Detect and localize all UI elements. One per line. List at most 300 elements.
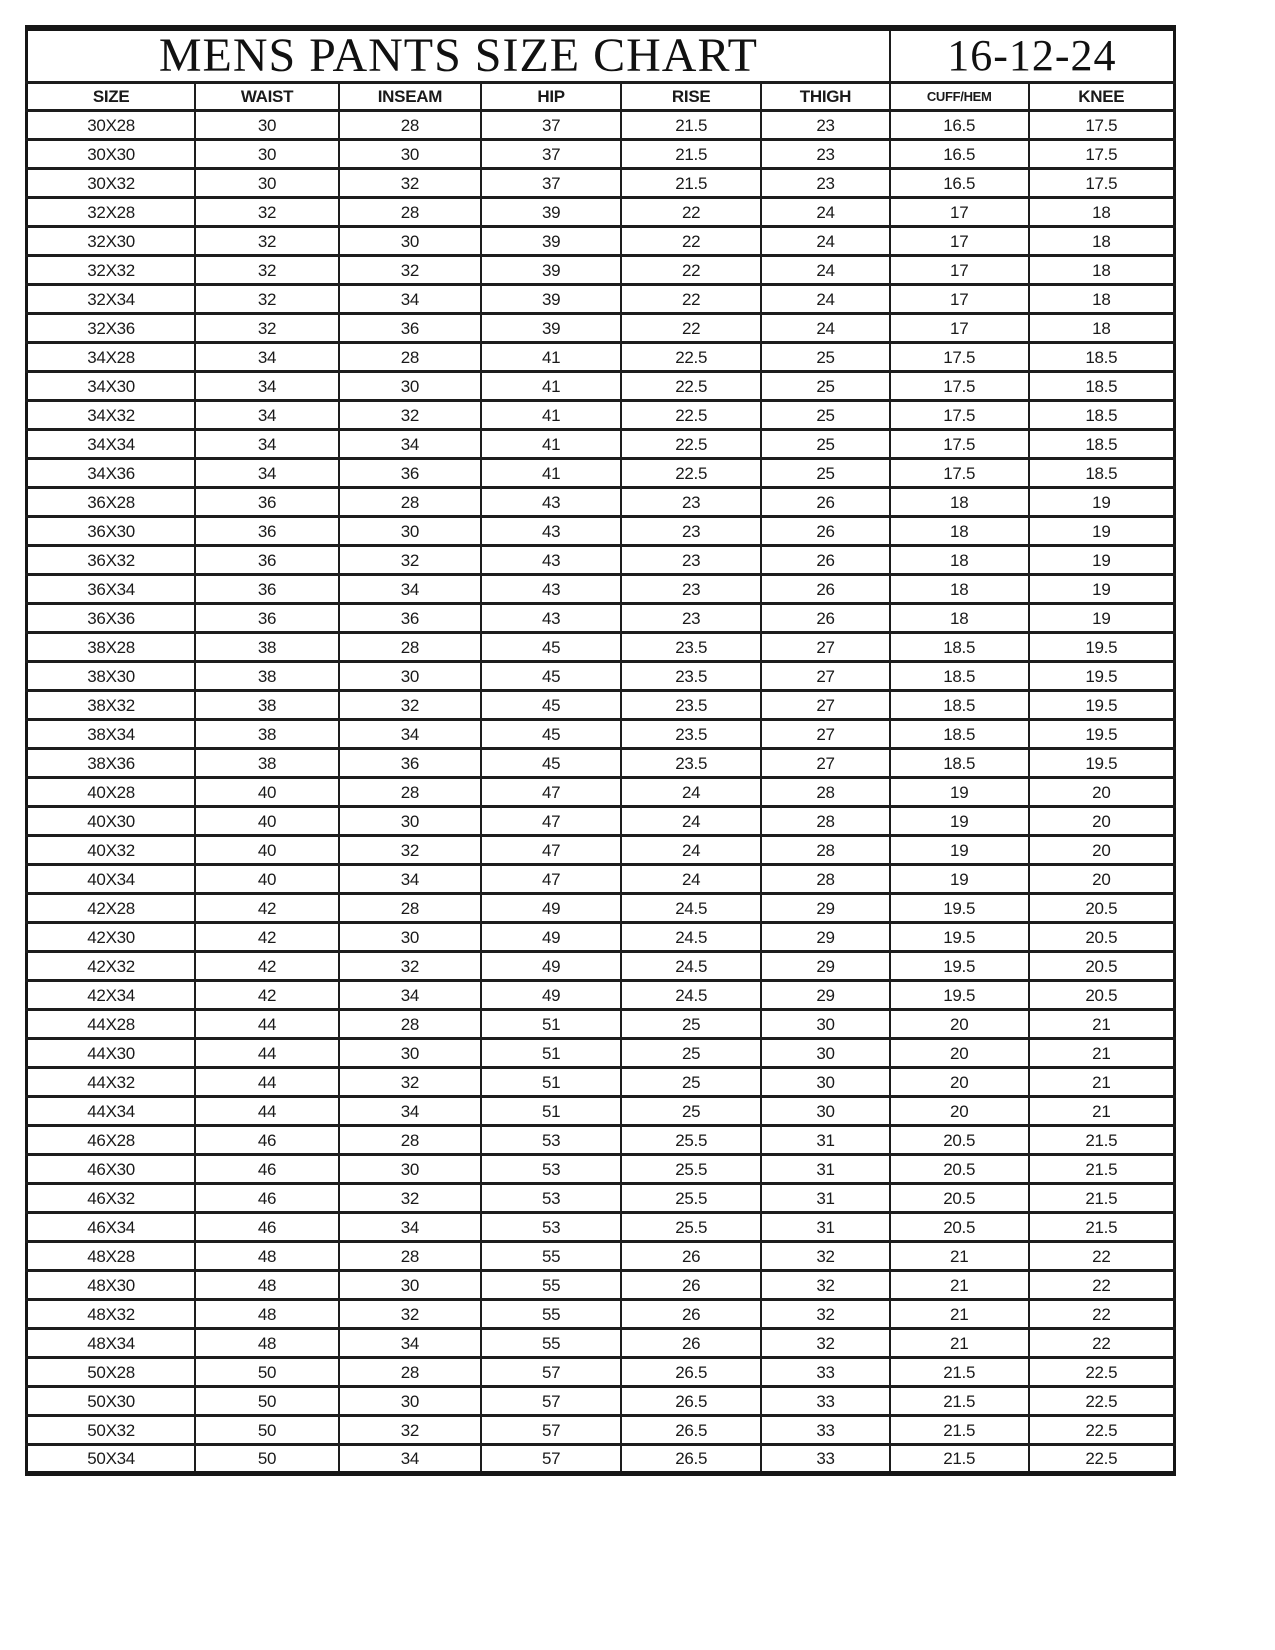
cell-waist: 50: [195, 1445, 339, 1474]
table-row: [27, 227, 1175, 256]
cell-hip: 45: [481, 662, 621, 691]
cell-size: 46X34: [27, 1213, 196, 1242]
cell-cuff-hem: 21.5: [890, 1445, 1029, 1474]
table-row: [27, 1387, 1175, 1416]
cell-knee: 19.5: [1029, 691, 1175, 720]
cell-size: 40X28: [27, 778, 196, 807]
cell-waist: 46: [195, 1213, 339, 1242]
cell-inseam: 32: [339, 256, 481, 285]
cell-waist: 36: [195, 575, 339, 604]
cell-rise: 22: [621, 285, 761, 314]
cell-hip: 39: [481, 314, 621, 343]
cell-knee: 21: [1029, 1068, 1175, 1097]
cell-hip: 43: [481, 575, 621, 604]
cell-inseam: 32: [339, 546, 481, 575]
cell-thigh: 28: [761, 778, 890, 807]
cell-size: 32X36: [27, 314, 196, 343]
cell-waist: 34: [195, 343, 339, 372]
cell-thigh: 26: [761, 488, 890, 517]
cell-waist: 40: [195, 778, 339, 807]
cell-size: 34X34: [27, 430, 196, 459]
table-row: [27, 1155, 1175, 1184]
cell-rise: 24.5: [621, 894, 761, 923]
cell-waist: 30: [195, 169, 339, 198]
cell-rise: 23: [621, 517, 761, 546]
cell-size: 36X32: [27, 546, 196, 575]
cell-inseam: 32: [339, 401, 481, 430]
cell-thigh: 24: [761, 256, 890, 285]
cell-hip: 45: [481, 691, 621, 720]
cell-cuff-hem: 21.5: [890, 1416, 1029, 1445]
cell-inseam: 34: [339, 1097, 481, 1126]
cell-rise: 23: [621, 575, 761, 604]
cell-thigh: 29: [761, 923, 890, 952]
cell-knee: 17.5: [1029, 111, 1175, 140]
cell-size: 34X30: [27, 372, 196, 401]
cell-hip: 51: [481, 1097, 621, 1126]
cell-thigh: 26: [761, 517, 890, 546]
cell-waist: 34: [195, 459, 339, 488]
cell-inseam: 34: [339, 720, 481, 749]
cell-cuff-hem: 21.5: [890, 1387, 1029, 1416]
cell-cuff-hem: 16.5: [890, 140, 1029, 169]
cell-inseam: 34: [339, 1213, 481, 1242]
table-row: [27, 517, 1175, 546]
cell-waist: 36: [195, 604, 339, 633]
table-row: [27, 169, 1175, 198]
cell-rise: 22: [621, 198, 761, 227]
cell-waist: 36: [195, 546, 339, 575]
cell-cuff-hem: 18: [890, 575, 1029, 604]
cell-waist: 44: [195, 1068, 339, 1097]
table-row: [27, 1329, 1175, 1358]
table-row: [27, 1271, 1175, 1300]
cell-rise: 22.5: [621, 343, 761, 372]
cell-inseam: 32: [339, 169, 481, 198]
cell-thigh: 27: [761, 720, 890, 749]
cell-knee: 20: [1029, 865, 1175, 894]
cell-cuff-hem: 20: [890, 1068, 1029, 1097]
cell-waist: 34: [195, 372, 339, 401]
cell-size: 38X34: [27, 720, 196, 749]
cell-cuff-hem: 18: [890, 604, 1029, 633]
column-header-inseam: INSEAM: [339, 83, 481, 111]
cell-hip: 43: [481, 488, 621, 517]
cell-thigh: 29: [761, 981, 890, 1010]
cell-hip: 55: [481, 1329, 621, 1358]
cell-inseam: 30: [339, 923, 481, 952]
cell-knee: 19: [1029, 488, 1175, 517]
table-row: [27, 430, 1175, 459]
cell-thigh: 27: [761, 662, 890, 691]
table-row: [27, 343, 1175, 372]
cell-hip: 49: [481, 923, 621, 952]
cell-thigh: 24: [761, 198, 890, 227]
cell-inseam: 30: [339, 1039, 481, 1068]
cell-inseam: 32: [339, 1184, 481, 1213]
cell-waist: 38: [195, 662, 339, 691]
cell-cuff-hem: 21: [890, 1329, 1029, 1358]
cell-waist: 50: [195, 1416, 339, 1445]
cell-inseam: 34: [339, 430, 481, 459]
chart-date: 16-12-24: [890, 28, 1175, 83]
cell-rise: 23.5: [621, 662, 761, 691]
cell-knee: 22.5: [1029, 1416, 1175, 1445]
cell-cuff-hem: 20: [890, 1097, 1029, 1126]
cell-hip: 41: [481, 401, 621, 430]
cell-rise: 26: [621, 1271, 761, 1300]
cell-thigh: 30: [761, 1068, 890, 1097]
cell-waist: 32: [195, 314, 339, 343]
cell-knee: 22: [1029, 1271, 1175, 1300]
cell-thigh: 30: [761, 1097, 890, 1126]
cell-hip: 45: [481, 633, 621, 662]
cell-rise: 26: [621, 1242, 761, 1271]
cell-cuff-hem: 19: [890, 807, 1029, 836]
cell-waist: 46: [195, 1155, 339, 1184]
cell-rise: 23: [621, 488, 761, 517]
cell-waist: 38: [195, 691, 339, 720]
cell-cuff-hem: 16.5: [890, 169, 1029, 198]
cell-waist: 40: [195, 836, 339, 865]
cell-cuff-hem: 16.5: [890, 111, 1029, 140]
cell-thigh: 33: [761, 1358, 890, 1387]
table-row: [27, 981, 1175, 1010]
cell-thigh: 26: [761, 575, 890, 604]
cell-hip: 53: [481, 1126, 621, 1155]
cell-knee: 19.5: [1029, 720, 1175, 749]
cell-cuff-hem: 20.5: [890, 1155, 1029, 1184]
table-row: [27, 1010, 1175, 1039]
cell-inseam: 34: [339, 575, 481, 604]
cell-rise: 22: [621, 227, 761, 256]
table-row: [27, 198, 1175, 227]
table-row: [27, 1213, 1175, 1242]
cell-hip: 53: [481, 1213, 621, 1242]
cell-cuff-hem: 17.5: [890, 343, 1029, 372]
cell-size: 38X36: [27, 749, 196, 778]
cell-cuff-hem: 18.5: [890, 691, 1029, 720]
cell-inseam: 34: [339, 981, 481, 1010]
table-row: [27, 1068, 1175, 1097]
cell-inseam: 36: [339, 604, 481, 633]
cell-inseam: 36: [339, 314, 481, 343]
cell-rise: 24: [621, 836, 761, 865]
cell-waist: 44: [195, 1039, 339, 1068]
table-row: [27, 633, 1175, 662]
cell-size: 36X34: [27, 575, 196, 604]
cell-cuff-hem: 21: [890, 1271, 1029, 1300]
cell-size: 38X32: [27, 691, 196, 720]
cell-size: 34X36: [27, 459, 196, 488]
cell-inseam: 36: [339, 459, 481, 488]
cell-thigh: 25: [761, 401, 890, 430]
cell-knee: 20: [1029, 807, 1175, 836]
cell-rise: 25.5: [621, 1155, 761, 1184]
cell-inseam: 30: [339, 140, 481, 169]
table-row: [27, 285, 1175, 314]
cell-thigh: 25: [761, 343, 890, 372]
cell-thigh: 31: [761, 1155, 890, 1184]
table-row: [27, 691, 1175, 720]
table-row: [27, 778, 1175, 807]
cell-size: 42X32: [27, 952, 196, 981]
cell-size: 50X30: [27, 1387, 196, 1416]
table-row: [27, 546, 1175, 575]
cell-inseam: 30: [339, 372, 481, 401]
cell-size: 42X34: [27, 981, 196, 1010]
cell-rise: 25: [621, 1039, 761, 1068]
table-row: [27, 836, 1175, 865]
cell-waist: 44: [195, 1097, 339, 1126]
cell-thigh: 25: [761, 430, 890, 459]
cell-thigh: 26: [761, 546, 890, 575]
cell-thigh: 23: [761, 111, 890, 140]
cell-size: 50X28: [27, 1358, 196, 1387]
cell-hip: 47: [481, 865, 621, 894]
cell-size: 38X30: [27, 662, 196, 691]
cell-cuff-hem: 20.5: [890, 1184, 1029, 1213]
cell-inseam: 36: [339, 749, 481, 778]
cell-inseam: 28: [339, 198, 481, 227]
cell-knee: 21: [1029, 1010, 1175, 1039]
cell-waist: 40: [195, 807, 339, 836]
cell-inseam: 34: [339, 1445, 481, 1474]
cell-hip: 43: [481, 604, 621, 633]
cell-inseam: 30: [339, 1271, 481, 1300]
cell-cuff-hem: 20: [890, 1039, 1029, 1068]
cell-size: 30X28: [27, 111, 196, 140]
cell-knee: 18: [1029, 227, 1175, 256]
cell-thigh: 23: [761, 169, 890, 198]
table-row: [27, 894, 1175, 923]
cell-rise: 22.5: [621, 430, 761, 459]
cell-rise: 23: [621, 546, 761, 575]
cell-cuff-hem: 17.5: [890, 372, 1029, 401]
cell-size: 44X28: [27, 1010, 196, 1039]
cell-knee: 18: [1029, 198, 1175, 227]
cell-inseam: 30: [339, 517, 481, 546]
cell-rise: 26.5: [621, 1387, 761, 1416]
cell-cuff-hem: 20: [890, 1010, 1029, 1039]
cell-rise: 23: [621, 604, 761, 633]
cell-inseam: 28: [339, 633, 481, 662]
cell-hip: 39: [481, 285, 621, 314]
cell-inseam: 28: [339, 111, 481, 140]
cell-inseam: 32: [339, 1300, 481, 1329]
table-row: [27, 720, 1175, 749]
cell-cuff-hem: 18: [890, 546, 1029, 575]
size-chart-table: [25, 25, 1176, 1476]
cell-knee: 21.5: [1029, 1184, 1175, 1213]
cell-hip: 45: [481, 720, 621, 749]
cell-rise: 25.5: [621, 1213, 761, 1242]
cell-thigh: 32: [761, 1242, 890, 1271]
title-row: [27, 28, 1175, 83]
cell-waist: 40: [195, 865, 339, 894]
cell-thigh: 30: [761, 1039, 890, 1068]
table-row: [27, 923, 1175, 952]
cell-inseam: 32: [339, 691, 481, 720]
cell-waist: 44: [195, 1010, 339, 1039]
cell-rise: 23.5: [621, 633, 761, 662]
cell-size: 40X32: [27, 836, 196, 865]
cell-inseam: 28: [339, 343, 481, 372]
cell-rise: 24: [621, 865, 761, 894]
cell-waist: 46: [195, 1126, 339, 1155]
cell-rise: 26.5: [621, 1416, 761, 1445]
cell-cuff-hem: 17: [890, 227, 1029, 256]
table-row: [27, 1184, 1175, 1213]
cell-cuff-hem: 19: [890, 836, 1029, 865]
cell-inseam: 32: [339, 836, 481, 865]
cell-hip: 53: [481, 1155, 621, 1184]
cell-cuff-hem: 18: [890, 488, 1029, 517]
cell-inseam: 34: [339, 285, 481, 314]
cell-knee: 19.5: [1029, 633, 1175, 662]
cell-inseam: 28: [339, 1358, 481, 1387]
cell-size: 32X32: [27, 256, 196, 285]
cell-inseam: 32: [339, 1416, 481, 1445]
cell-size: 48X30: [27, 1271, 196, 1300]
cell-thigh: 32: [761, 1329, 890, 1358]
cell-inseam: 28: [339, 894, 481, 923]
cell-cuff-hem: 21.5: [890, 1358, 1029, 1387]
cell-inseam: 30: [339, 807, 481, 836]
table-row: [27, 1126, 1175, 1155]
cell-size: 50X34: [27, 1445, 196, 1474]
table-row: [27, 372, 1175, 401]
cell-knee: 21.5: [1029, 1155, 1175, 1184]
cell-thigh: 32: [761, 1271, 890, 1300]
cell-cuff-hem: 17: [890, 285, 1029, 314]
cell-size: 44X32: [27, 1068, 196, 1097]
cell-knee: 20.5: [1029, 952, 1175, 981]
cell-size: 38X28: [27, 633, 196, 662]
cell-size: 46X28: [27, 1126, 196, 1155]
table-row: [27, 1039, 1175, 1068]
cell-thigh: 28: [761, 807, 890, 836]
cell-knee: 19.5: [1029, 749, 1175, 778]
cell-hip: 43: [481, 546, 621, 575]
cell-rise: 21.5: [621, 169, 761, 198]
cell-thigh: 28: [761, 865, 890, 894]
cell-thigh: 27: [761, 691, 890, 720]
cell-rise: 26.5: [621, 1358, 761, 1387]
cell-waist: 48: [195, 1242, 339, 1271]
cell-cuff-hem: 17: [890, 256, 1029, 285]
cell-hip: 55: [481, 1271, 621, 1300]
cell-size: 36X36: [27, 604, 196, 633]
cell-rise: 22: [621, 256, 761, 285]
cell-cuff-hem: 18.5: [890, 720, 1029, 749]
cell-size: 36X30: [27, 517, 196, 546]
cell-thigh: 27: [761, 749, 890, 778]
cell-rise: 24.5: [621, 952, 761, 981]
cell-cuff-hem: 19.5: [890, 981, 1029, 1010]
cell-thigh: 31: [761, 1184, 890, 1213]
cell-thigh: 30: [761, 1010, 890, 1039]
column-header-size: SIZE: [27, 83, 196, 111]
cell-size: 46X32: [27, 1184, 196, 1213]
cell-thigh: 27: [761, 633, 890, 662]
cell-thigh: 33: [761, 1445, 890, 1474]
cell-cuff-hem: 19.5: [890, 923, 1029, 952]
cell-cuff-hem: 20.5: [890, 1126, 1029, 1155]
cell-waist: 34: [195, 430, 339, 459]
cell-thigh: 32: [761, 1300, 890, 1329]
table-row: [27, 1416, 1175, 1445]
cell-cuff-hem: 20.5: [890, 1213, 1029, 1242]
cell-knee: 22.5: [1029, 1445, 1175, 1474]
cell-thigh: 33: [761, 1387, 890, 1416]
page-title: MENS PANTS SIZE CHART: [27, 28, 890, 83]
column-header-hip: HIP: [481, 83, 621, 111]
cell-inseam: 28: [339, 488, 481, 517]
table-row: [27, 111, 1175, 140]
cell-thigh: 31: [761, 1213, 890, 1242]
table-row: [27, 865, 1175, 894]
cell-rise: 21.5: [621, 111, 761, 140]
cell-knee: 20.5: [1029, 981, 1175, 1010]
cell-rise: 22: [621, 314, 761, 343]
table-row: [27, 140, 1175, 169]
cell-inseam: 30: [339, 1387, 481, 1416]
cell-knee: 19: [1029, 546, 1175, 575]
cell-rise: 22.5: [621, 372, 761, 401]
cell-knee: 20: [1029, 778, 1175, 807]
cell-size: 42X28: [27, 894, 196, 923]
cell-size: 42X30: [27, 923, 196, 952]
cell-knee: 20: [1029, 836, 1175, 865]
cell-hip: 57: [481, 1387, 621, 1416]
cell-rise: 26.5: [621, 1445, 761, 1474]
cell-thigh: 26: [761, 604, 890, 633]
cell-thigh: 24: [761, 227, 890, 256]
cell-size: 46X30: [27, 1155, 196, 1184]
cell-cuff-hem: 18.5: [890, 662, 1029, 691]
table-row: [27, 1300, 1175, 1329]
cell-knee: 22.5: [1029, 1358, 1175, 1387]
cell-knee: 18.5: [1029, 372, 1175, 401]
cell-waist: 42: [195, 952, 339, 981]
cell-rise: 22.5: [621, 401, 761, 430]
cell-hip: 41: [481, 343, 621, 372]
cell-hip: 57: [481, 1358, 621, 1387]
cell-hip: 51: [481, 1039, 621, 1068]
cell-cuff-hem: 18.5: [890, 633, 1029, 662]
cell-hip: 41: [481, 459, 621, 488]
cell-knee: 20.5: [1029, 923, 1175, 952]
table-row: [27, 401, 1175, 430]
cell-thigh: 24: [761, 314, 890, 343]
cell-knee: 18: [1029, 314, 1175, 343]
table-row: [27, 488, 1175, 517]
cell-rise: 23.5: [621, 720, 761, 749]
cell-thigh: 29: [761, 952, 890, 981]
cell-hip: 57: [481, 1445, 621, 1474]
cell-inseam: 28: [339, 1010, 481, 1039]
cell-waist: 36: [195, 488, 339, 517]
cell-rise: 24.5: [621, 923, 761, 952]
cell-cuff-hem: 18.5: [890, 749, 1029, 778]
cell-waist: 30: [195, 111, 339, 140]
cell-inseam: 30: [339, 227, 481, 256]
cell-rise: 26: [621, 1329, 761, 1358]
cell-hip: 37: [481, 111, 621, 140]
table-row: [27, 1097, 1175, 1126]
cell-hip: 47: [481, 807, 621, 836]
